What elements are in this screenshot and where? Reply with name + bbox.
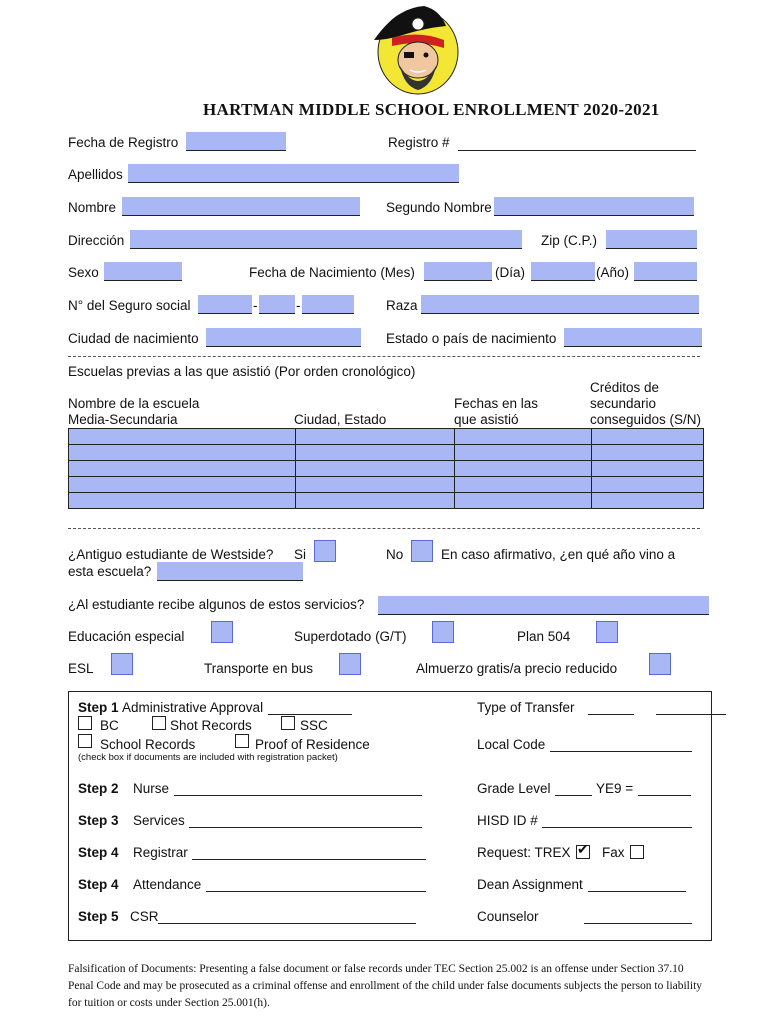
col-credits-1: Créditos de xyxy=(590,380,660,395)
fecha-nac-dia-field[interactable] xyxy=(531,262,595,281)
csr-label: CSR xyxy=(130,909,159,924)
fecha-registro-label: Fecha de Registro xyxy=(68,135,179,150)
direccion-label: Dirección xyxy=(68,233,125,248)
prev-schools-table xyxy=(68,428,704,509)
plan504-box[interactable] xyxy=(596,621,618,643)
transporte-box[interactable] xyxy=(339,653,361,675)
ssc-checkbox[interactable] xyxy=(281,716,295,730)
school-cell[interactable] xyxy=(69,461,296,477)
fax-checkbox[interactable] xyxy=(630,845,644,859)
sexo-field[interactable] xyxy=(104,262,182,281)
ciudad-nac-field[interactable] xyxy=(206,328,361,347)
checkbox-note: (check box if documents are included with registration packet) xyxy=(78,752,338,763)
dates-cell[interactable] xyxy=(455,429,592,445)
ss-field-1[interactable] xyxy=(198,295,252,314)
dean-label: Dean Assignment xyxy=(477,877,583,892)
ciudad-nac-label: Ciudad de nacimiento xyxy=(68,331,199,346)
dean-field[interactable] xyxy=(588,877,686,892)
footer-disclaimer: Falsification of Documents: Presenting a false document or false records under TEC Section 25.002 is an offense under Section 37.10 Penal Code and may be prosecuted as a criminal offense and enrollment of the child under false documents subjects the person to liability for tuition or costs under Section 25.001(h). xyxy=(68,963,703,1009)
school-cell[interactable] xyxy=(69,429,296,445)
local-code-label: Local Code xyxy=(477,737,546,752)
csr-field[interactable] xyxy=(158,909,416,924)
col-school-name-1: Nombre de la escuela xyxy=(68,396,200,411)
services-step-label: Services xyxy=(133,813,185,828)
apellidos-field[interactable] xyxy=(128,164,459,183)
admin-approval-field[interactable] xyxy=(268,700,352,715)
col-credits-2: secundario xyxy=(590,396,657,411)
credits-cell[interactable] xyxy=(592,461,704,477)
page-title: HARTMAN MIDDLE SCHOOL ENROLLMENT 2020-2021 xyxy=(203,100,660,119)
transporte-label: Transporte en bus xyxy=(204,661,314,676)
nurse-label: Nurse xyxy=(133,781,170,796)
dates-cell[interactable] xyxy=(455,477,592,493)
grade-level-field[interactable] xyxy=(555,781,592,796)
divider-1 xyxy=(68,356,700,357)
col-school-name-2: Media-Secundaria xyxy=(68,412,178,427)
col-city-state: Ciudad, Estado xyxy=(294,412,387,427)
ss-field-2[interactable] xyxy=(259,295,295,314)
credits-cell[interactable] xyxy=(592,493,704,509)
raza-label: Raza xyxy=(386,298,418,313)
table-row xyxy=(69,429,704,445)
westside-follow: En caso afirmativo, ¿en qué año vino a xyxy=(441,547,676,562)
nombre-label: Nombre xyxy=(68,200,117,215)
estado-nac-label: Estado o país de nacimiento xyxy=(386,331,557,346)
step4-attendance-label: Step 4 xyxy=(78,877,119,892)
ye9-label: YE9 = xyxy=(596,781,634,796)
zip-field[interactable] xyxy=(606,230,697,249)
bc-label: BC xyxy=(100,718,119,733)
credits-cell[interactable] xyxy=(592,429,704,445)
plan504-label: Plan 504 xyxy=(517,629,571,644)
local-code-field[interactable] xyxy=(550,737,692,752)
step4-registrar-label: Step 4 xyxy=(78,845,119,860)
westside-question: ¿Antiguo estudiante de Westside? xyxy=(68,547,274,562)
services-question: ¿Al estudiante recibe algunos de estos servicios? xyxy=(68,597,365,612)
prev-schools-heading: Escuelas previas a las que asistió (Por orden cronológico) xyxy=(68,364,416,379)
nurse-field[interactable] xyxy=(174,781,422,796)
city-cell[interactable] xyxy=(296,429,455,445)
hisd-field[interactable] xyxy=(542,813,692,828)
hisd-label: HISD ID # xyxy=(477,813,538,828)
school-records-label: School Records xyxy=(100,737,196,752)
ssc-label: SSC xyxy=(300,718,328,733)
ss-field-3[interactable] xyxy=(302,295,354,314)
ye9-field[interactable] xyxy=(638,781,691,796)
shot-records-label: Shot Records xyxy=(170,718,252,733)
attendance-field[interactable] xyxy=(206,877,426,892)
bc-checkbox[interactable] xyxy=(78,716,92,730)
shot-records-checkbox[interactable] xyxy=(152,716,166,730)
proof-residence-checkbox[interactable] xyxy=(235,734,249,748)
school-cell[interactable] xyxy=(69,445,296,461)
table-row xyxy=(69,493,704,509)
services-field[interactable] xyxy=(378,596,709,615)
type-transfer-label: Type of Transfer xyxy=(477,700,575,715)
city-cell[interactable] xyxy=(296,445,455,461)
registrar-label: Registrar xyxy=(133,845,188,860)
educacion-label: Educación especial xyxy=(68,629,185,644)
school-records-checkbox[interactable] xyxy=(78,734,92,748)
city-cell[interactable] xyxy=(296,493,455,509)
check-icon: ✔ xyxy=(577,841,589,857)
ss-sep-1: - xyxy=(253,298,258,313)
educacion-box[interactable] xyxy=(211,621,233,643)
almuerzo-label: Almuerzo gratis/a precio reducido xyxy=(416,661,618,676)
counselor-label: Counselor xyxy=(477,909,539,924)
westside-year-field[interactable] xyxy=(157,562,303,581)
col-dates-2: que asistió xyxy=(454,412,519,427)
table-row xyxy=(69,477,704,493)
dates-cell[interactable] xyxy=(455,461,592,477)
estado-nac-field[interactable] xyxy=(564,328,702,347)
segundo-nombre-field[interactable] xyxy=(494,197,694,216)
dates-cell[interactable] xyxy=(455,445,592,461)
direccion-field[interactable] xyxy=(130,230,522,249)
request-trex-label: Request: TREX xyxy=(477,845,571,860)
pirate-mascot-logo xyxy=(366,4,462,96)
fecha-nac-ano-label: (Año) xyxy=(596,265,630,280)
school-cell[interactable] xyxy=(69,477,296,493)
westside-no-label: No xyxy=(386,547,404,562)
almuerzo-box[interactable] xyxy=(649,653,671,675)
city-cell[interactable] xyxy=(296,461,455,477)
esl-box[interactable] xyxy=(111,653,133,675)
step1-label: Step 1 xyxy=(78,700,119,715)
superdotado-box[interactable] xyxy=(432,621,454,643)
registrar-field[interactable] xyxy=(192,845,426,860)
sexo-label: Sexo xyxy=(68,265,99,280)
zip-label: Zip (C.P.) xyxy=(541,233,598,248)
city-cell[interactable] xyxy=(296,477,455,493)
counselor-field[interactable] xyxy=(584,909,692,924)
step5-label: Step 5 xyxy=(78,909,119,924)
ss-sep-2: - xyxy=(296,298,301,313)
westside-si-box[interactable] xyxy=(314,540,336,562)
dates-cell[interactable] xyxy=(455,493,592,509)
esl-label: ESL xyxy=(68,661,94,676)
table-row xyxy=(69,461,704,477)
fecha-nac-mes-field[interactable] xyxy=(424,262,492,281)
nombre-field[interactable] xyxy=(122,197,360,216)
step2-label: Step 2 xyxy=(78,781,119,796)
raza-field[interactable] xyxy=(421,295,699,314)
fecha-nac-dia-label: (Día) xyxy=(495,265,525,280)
westside-follow-2: esta escuela? xyxy=(68,564,152,579)
registro-num-label: Registro # xyxy=(388,135,450,150)
fax-label: Fax xyxy=(602,845,625,860)
admin-approval-label: Administrative Approval xyxy=(122,700,264,715)
grade-level-label: Grade Level xyxy=(477,781,551,796)
fecha-nac-mes-label: Fecha de Nacimiento (Mes) xyxy=(249,265,415,280)
type-transfer-field-2[interactable] xyxy=(656,700,726,715)
superdotado-label: Superdotado (G/T) xyxy=(294,629,407,644)
table-row xyxy=(69,445,704,461)
col-dates-1: Fechas en las xyxy=(454,396,539,411)
segundo-nombre-label: Segundo Nombre xyxy=(386,200,492,215)
school-cell[interactable] xyxy=(69,493,296,509)
registro-num-field[interactable] xyxy=(458,136,696,151)
credits-cell[interactable] xyxy=(592,477,704,493)
fecha-registro-field[interactable] xyxy=(186,132,286,151)
step3-label: Step 3 xyxy=(78,813,119,828)
westside-si-label: Si xyxy=(294,547,307,562)
seguro-social-label: N° del Seguro social xyxy=(68,298,191,313)
col-credits-3: conseguidos (S/N) xyxy=(590,412,702,427)
proof-residence-label: Proof of Residence xyxy=(255,737,370,752)
attendance-label: Attendance xyxy=(133,877,202,892)
credits-cell[interactable] xyxy=(592,445,704,461)
trex-checkbox[interactable] xyxy=(576,841,590,859)
westside-no-box[interactable] xyxy=(411,540,433,562)
fecha-nac-ano-field[interactable] xyxy=(634,262,697,281)
type-transfer-field-1[interactable] xyxy=(588,700,634,715)
services-step-field[interactable] xyxy=(189,813,422,828)
apellidos-label: Apellidos xyxy=(68,167,123,182)
divider-2 xyxy=(68,528,700,529)
